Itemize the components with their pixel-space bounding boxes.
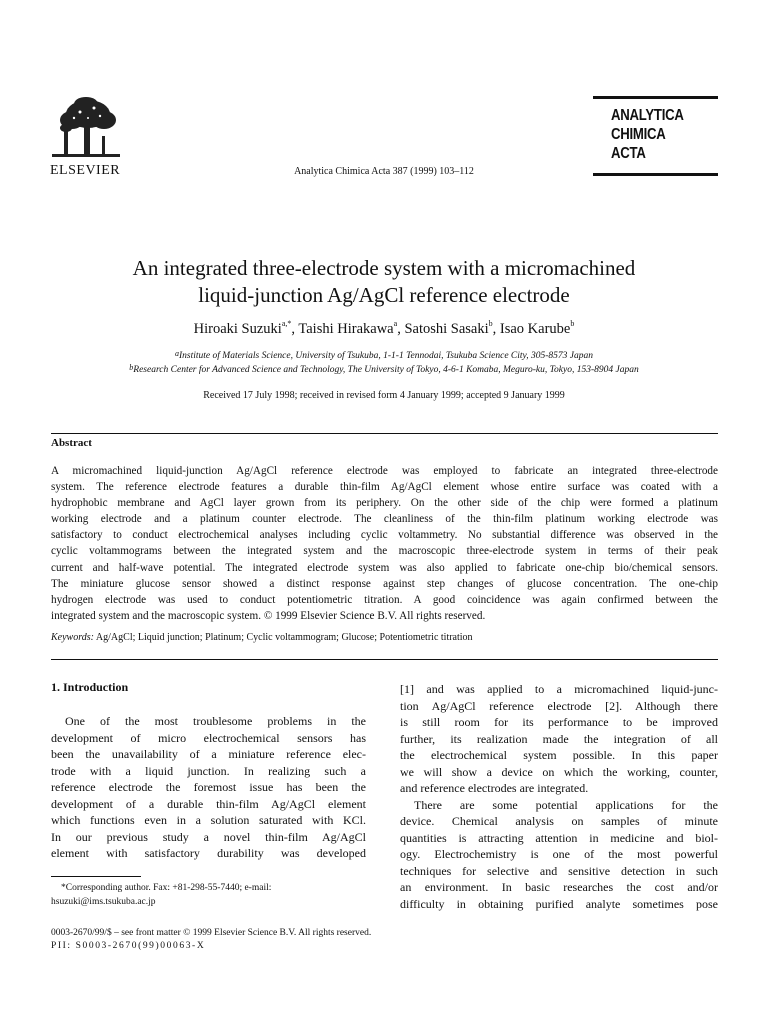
affiliation-b [0, 365, 768, 375]
author-list: Hiroaki Suzuki$^{a,*}$, Taishi Hirakawa$^a$, Satoshi Sasaki$^b$, Isao Karube$^b$ [193, 319, 575, 337]
body-line: [1] and was applied to a micromachined liquid-junc- [400, 682, 718, 696]
body-line: is still room for its performance to be improved [400, 715, 718, 729]
body-line: an environment. In basic researches the cost and/or [400, 880, 718, 894]
publisher-name: ELSEVIER [50, 163, 121, 178]
body-line: further, its realization made the integration of all [400, 731, 718, 746]
abstract-line: system. The reference electrode features a durable thin-film Ag/AgCl element whose entire surface was coated with a [51, 481, 718, 494]
article-title [40, 255, 728, 309]
body-line: techniques for selective and sensitive detection in such [400, 863, 718, 878]
abstract-line: A micromachined liquid-junction Ag/AgCl reference electrode was employed to fabricate an integrated three-electrode [51, 465, 718, 477]
body-line: One of the most troublesome problems in the [65, 714, 366, 728]
body-line: development of micro electrochemical sensors has [51, 730, 366, 745]
affiliation-text: Institute of Materials Science, University of Tsukuba, 1-1-1 Tennodai, Tsukuba Science City, 305-8573 Japan [179, 351, 593, 361]
body-line: the electrochemical system possible. In this paper [400, 748, 718, 762]
pii-line: PII: S0003-2670(99)00063-X [51, 941, 206, 951]
affiliation-text: Research Center for Advanced Science and Technology, The University of Tokyo, 4-6-1 Komaba, Meguro-ku, Tokyo, 153-8904 Japan [133, 365, 639, 375]
journal-bottom-rule [593, 173, 718, 176]
body-line: difficulty in obtaining purified analyte sometimes pose [400, 896, 718, 911]
body-line: development of a durable thin-film Ag/AgCl element [51, 796, 366, 811]
abstract-line: integrated system and the macroscopic system. © 1999 Elsevier Science B.V. All rights reserved. [51, 609, 486, 622]
elsevier-tree-logo [50, 96, 122, 160]
journal-title-line: ACTA [611, 145, 646, 162]
footnote-rule [51, 876, 141, 877]
keywords-text: Ag/AgCl; Liquid junction; Platinum; Cyclic voltammogram; Glucose; Potentiometric titration [95, 632, 473, 643]
right-column [400, 681, 718, 912]
title-line: liquid-junction Ag/AgCl reference electrode [198, 283, 570, 307]
author-sup: a,* [281, 319, 292, 328]
body-line: There are some potential applications for the [414, 797, 718, 812]
received-dates: Received 17 July 1998; received in revised form 4 January 1999; accepted 9 January 1999 [203, 390, 565, 401]
affiliation-sup: b [129, 363, 134, 372]
title-line: An integrated three-electrode system with a micromachined [132, 256, 636, 280]
body-line: In our previous study a novel thin-film Ag/AgCl [51, 829, 366, 844]
author-name: Isao Karube [499, 321, 571, 337]
author-sup: a [393, 319, 398, 328]
body-line: been the unavailability of a miniature reference elec- [51, 747, 366, 761]
keywords [51, 632, 473, 643]
affiliation-a [0, 351, 768, 361]
body-line: element with satisfactory durability was developed [51, 846, 366, 860]
corresponding-author-footnote [51, 881, 271, 909]
body-line: and reference electrodes are integrated. [400, 781, 589, 795]
body-line: trode with a liquid junction. In realizing such a [51, 763, 366, 778]
copyright-line: 0003-2670/99/$ – see front matter © 1999 Elsevier Science B.V. All rights reserved. [51, 928, 372, 938]
journal-title [611, 106, 684, 163]
abstract-line: cyclic voltammograms between the integrated system and the macroscopic three-electrode system in terms of their peak [51, 545, 718, 558]
body-line: which functions even in a solution saturated with KCl. [51, 813, 366, 827]
affiliation-sup: a [175, 349, 179, 358]
journal-top-rule [593, 96, 718, 99]
body-line: tion Ag/AgCl reference electrode [2]. Although there [400, 698, 718, 713]
author-sup: b [570, 319, 575, 328]
abstract-line: hydrophobic membrane and AgCl layer grown from its periphery. On the other side of the chip were formed a platinum [51, 497, 718, 510]
body-line: quantities is attracting attention in medicine and biol- [400, 830, 718, 845]
body-line: ogy. Electrochemistry is one of the most powerful [400, 847, 718, 861]
abstract-line: hydrogen electrode was used to conduct potentiometric titration. A good coincidence was again confirmed between the [51, 593, 718, 606]
divider [51, 433, 718, 434]
divider [51, 659, 718, 660]
left-column [51, 713, 366, 862]
journal-title-line: ANALYTICA [611, 107, 684, 124]
author-name: Taishi Hirakawa [298, 321, 394, 337]
author-name: Hiroaki Suzuki [193, 321, 282, 337]
footnote-email: hsuzuki@ims.tsukuba.ac.jp [51, 897, 156, 907]
journal-citation: Analytica Chimica Acta 387 (1999) 103–112 [294, 166, 474, 177]
body-line: device. Chemical analysis on samples of minute [400, 814, 718, 828]
body-line: we will show a device on which the working, counter, [400, 764, 718, 779]
section-heading: 1. Introduction [51, 680, 129, 694]
copyright-block [51, 927, 371, 953]
abstract-heading: Abstract [51, 437, 92, 449]
journal-title-line: CHIMICA [611, 126, 666, 143]
author-name: Satoshi Sasaki [404, 321, 489, 337]
keywords-label: Keywords: [51, 632, 94, 643]
footnote-line: *Corresponding author. Fax: +81-298-55-7440; e-mail: [61, 883, 272, 893]
abstract-line: The miniature glucose sensor showed a distinct response against step changes of glucose concentration. The one-chip [51, 577, 718, 590]
body-line: reference electrode the foremost issue has been the [51, 780, 366, 794]
author-sup: b [488, 319, 493, 328]
abstract-line: current and half-wave potential. The integrated electrode system was also applied to fabricate one-chip bio/chemical sensors. [51, 561, 718, 574]
journal-title-box [593, 96, 718, 176]
abstract-line: satisfactory to conduct electrochemical analyses including cyclic voltammetry. No substantial difference was observed in the [51, 529, 718, 542]
abstract-line: working electrode and a platinum counter electrode. The cleanliness of the thin-film platinum working electrode was [51, 513, 718, 526]
abstract-body [51, 463, 718, 624]
